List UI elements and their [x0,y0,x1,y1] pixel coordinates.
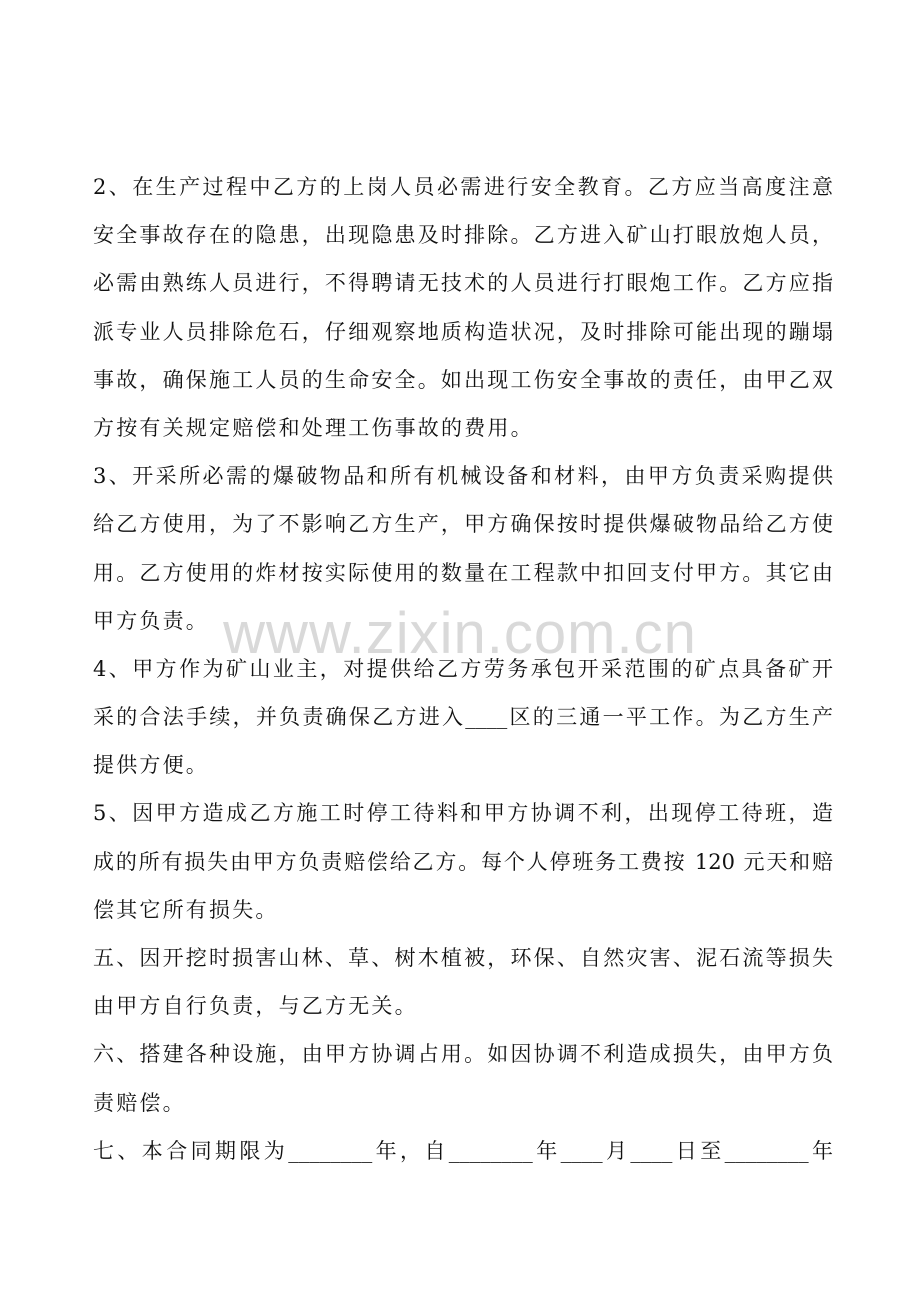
text-line: 安全事故存在的隐患，出现隐患及时排除。乙方进入矿山打眼放炮人员， [93,223,833,248]
clause-5 [93,792,833,937]
text-line: 五、因开挖时损害山林、草、树木植被，环保、自然灾害、泥石流等损失 [93,946,833,970]
text-line: 采的合法手续，并负责确保乙方进入____区的三通一平工作。为乙方生产 [93,705,833,730]
text-line: 六、搭建各种设施，由甲方协调占用。如因协调不利造成损失，由甲方负 [93,1042,833,1067]
text-line: 4、甲方作为矿山业主，对提供给乙方劳务承包开采范围的矿点具备矿开 [93,656,833,681]
text-line: 事故，确保施工人员的生命安全。如出现工伤安全事故的责任，由甲乙双 [93,367,833,392]
clause-2 [93,166,833,455]
clause-seven [93,1130,833,1178]
text-line: 七、本合同期限为________年，自________年____月____日至________年 [93,1138,833,1163]
text-line: 责赔偿。 [93,1090,186,1115]
clause-3 [93,455,833,648]
text-line: 由甲方自行负责，与乙方无关。 [93,994,418,1019]
text-line: 2、在生产过程中乙方的上岗人员必需进行安全教育。乙方应当高度注意 [93,175,833,199]
text-line: 偿其它所有损失。 [93,897,279,922]
text-line: 派专业人员排除危石，仔细观察地质构造状况，及时排除可能出现的蹦塌 [93,319,833,344]
document-body [93,166,833,1178]
text-line: 提供方便。 [93,753,209,778]
text-line: 甲方负责。 [93,608,209,633]
text-line: 3、开采所必需的爆破物品和所有机械设备和材料，由甲方负责采购提供 [93,464,833,489]
text-line: 5、因甲方造成乙方施工时停工待料和甲方协调不利，出现停工待班，造 [93,801,833,826]
text-line: 必需由熟练人员进行，不得聘请无技术的人员进行打眼炮工作。乙方应指 [93,271,833,296]
text-line: 给乙方使用，为了不影响乙方生产，甲方确保按时提供爆破物品给乙方使 [93,512,833,537]
text-line: 用。乙方使用的炸材按实际使用的数量在工程款中扣回支付甲方。其它由 [93,560,833,585]
text-line: 成的所有损失由甲方负责赔偿给乙方。每个人停班务工费按 120 元天和赔 [93,849,833,874]
clause-six [93,1033,833,1129]
clause-4 [93,648,833,793]
text-line: 方按有关规定赔偿和处理工伤事故的费用。 [93,415,534,440]
clause-five [93,937,833,1033]
watermark: www.zixin.com.cn [223,601,697,666]
